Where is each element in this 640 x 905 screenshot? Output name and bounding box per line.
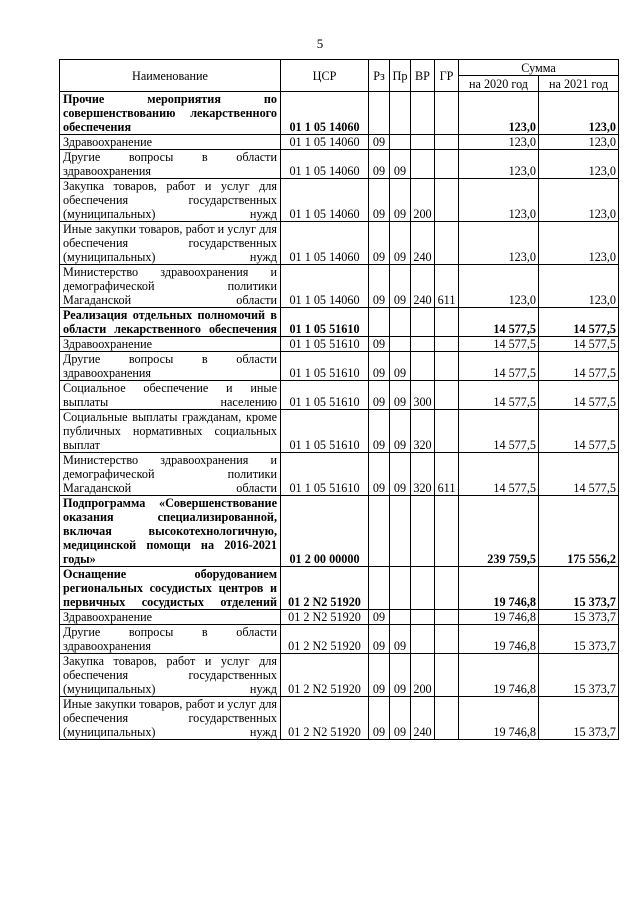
table-row: [60, 625, 619, 654]
row-gr: [435, 352, 459, 381]
row-rz: 09: [369, 625, 390, 654]
row-rz: 09: [369, 654, 390, 697]
row-sum-2020: 14 577,5: [459, 308, 539, 337]
row-name: Подпрограмма «Совершенствование оказания специализированной, включая высокотехнологичную, медицинской помощи на 2016-2021 годы»: [60, 496, 281, 567]
row-sum-2021: 123,0: [539, 222, 619, 265]
table-row: [60, 135, 619, 150]
row-csr: 01 2 N2 51920: [281, 654, 369, 697]
row-pr: 09: [390, 654, 411, 697]
row-gr: [435, 150, 459, 179]
row-sum-2021: 123,0: [539, 150, 619, 179]
row-vr: [411, 352, 435, 381]
row-pr: 09: [390, 179, 411, 222]
row-vr: 240: [411, 222, 435, 265]
row-sum-2021: 175 556,2: [539, 496, 619, 567]
table-row: [60, 265, 619, 308]
row-gr: [435, 567, 459, 610]
row-pr: [390, 308, 411, 337]
row-sum-2021: 123,0: [539, 135, 619, 150]
row-pr: 09: [390, 222, 411, 265]
row-csr: 01 2 N2 51920: [281, 610, 369, 625]
row-sum-2020: 19 746,8: [459, 567, 539, 610]
row-rz: 09: [369, 150, 390, 179]
row-rz: 09: [369, 453, 390, 496]
row-pr: 09: [390, 453, 411, 496]
row-pr: [390, 337, 411, 352]
row-csr: 01 1 05 51610: [281, 453, 369, 496]
row-name: Закупка товаров, работ и услуг для обеспечения государственных (муниципальных) нужд: [60, 654, 281, 697]
row-name: Министерство здравоохранения и демографической политики Магаданской области: [60, 265, 281, 308]
row-csr: 01 1 05 51610: [281, 352, 369, 381]
row-name: Другие вопросы в области здравоохранения: [60, 150, 281, 179]
row-csr: 01 1 05 51610: [281, 381, 369, 410]
row-sum-2021: 14 577,5: [539, 308, 619, 337]
row-gr: [435, 625, 459, 654]
row-csr: 01 1 05 51610: [281, 308, 369, 337]
row-rz: [369, 496, 390, 567]
row-rz: 09: [369, 135, 390, 150]
table-row: [60, 222, 619, 265]
row-rz: 09: [369, 179, 390, 222]
row-sum-2020: 19 746,8: [459, 610, 539, 625]
row-name: Социальные выплаты гражданам, кроме публичных нормативных социальных выплат: [60, 410, 281, 453]
row-vr: [411, 92, 435, 135]
row-rz: 09: [369, 610, 390, 625]
row-csr: 01 1 05 14060: [281, 265, 369, 308]
row-name: Здравоохранение: [60, 610, 281, 625]
row-gr: [435, 179, 459, 222]
row-pr: [390, 496, 411, 567]
table-row: [60, 410, 619, 453]
row-pr: 09: [390, 265, 411, 308]
row-sum-2021: 14 577,5: [539, 352, 619, 381]
row-name: Здравоохранение: [60, 337, 281, 352]
row-csr: 01 1 05 14060: [281, 222, 369, 265]
table-row: [60, 697, 619, 740]
row-gr: [435, 496, 459, 567]
row-gr: [435, 337, 459, 352]
row-csr: 01 1 05 51610: [281, 337, 369, 352]
row-pr: 09: [390, 381, 411, 410]
header-year-2020: на 2020 год: [459, 76, 539, 92]
row-gr: [435, 610, 459, 625]
row-csr: 01 2 00 00000: [281, 496, 369, 567]
row-sum-2020: 19 746,8: [459, 697, 539, 740]
row-sum-2021: 15 373,7: [539, 625, 619, 654]
row-gr: [435, 410, 459, 453]
row-gr: 611: [435, 265, 459, 308]
row-pr: 09: [390, 150, 411, 179]
row-rz: 09: [369, 222, 390, 265]
row-csr: 01 1 05 14060: [281, 179, 369, 222]
row-sum-2020: 14 577,5: [459, 352, 539, 381]
row-sum-2020: 14 577,5: [459, 453, 539, 496]
row-sum-2020: 14 577,5: [459, 337, 539, 352]
row-sum-2020: 123,0: [459, 135, 539, 150]
row-csr: 01 1 05 51610: [281, 410, 369, 453]
row-gr: [435, 92, 459, 135]
row-sum-2020: 14 577,5: [459, 410, 539, 453]
row-sum-2021: 15 373,7: [539, 654, 619, 697]
row-rz: [369, 567, 390, 610]
row-rz: 09: [369, 352, 390, 381]
row-name: Реализация отдельных полномочий в области лекарственного обеспечения: [60, 308, 281, 337]
page-number: 5: [316, 36, 324, 51]
row-vr: 200: [411, 654, 435, 697]
table-row: [60, 308, 619, 337]
header-pr: Пр: [390, 60, 411, 92]
row-sum-2021: 123,0: [539, 92, 619, 135]
row-gr: [435, 308, 459, 337]
row-sum-2020: 123,0: [459, 92, 539, 135]
row-name: Закупка товаров, работ и услуг для обеспечения государственных (муниципальных) нужд: [60, 179, 281, 222]
row-name: Иные закупки товаров, работ и услуг для обеспечения государственных (муниципальных) нужд: [60, 697, 281, 740]
row-rz: 09: [369, 337, 390, 352]
row-pr: [390, 92, 411, 135]
row-sum-2020: 123,0: [459, 150, 539, 179]
row-gr: [435, 135, 459, 150]
row-csr: 01 2 N2 51920: [281, 625, 369, 654]
row-csr: 01 2 N2 51920: [281, 567, 369, 610]
row-sum-2020: 123,0: [459, 179, 539, 222]
table-row: [60, 179, 619, 222]
row-csr: 01 1 05 14060: [281, 150, 369, 179]
row-name: Министерство здравоохранения и демографической политики Магаданской области: [60, 453, 281, 496]
row-rz: 09: [369, 381, 390, 410]
table-row: [60, 92, 619, 135]
row-name: Прочие мероприятия по совершенствованию лекарственного обеспечения: [60, 92, 281, 135]
row-sum-2020: 123,0: [459, 222, 539, 265]
row-vr: [411, 337, 435, 352]
row-name: Другие вопросы в области здравоохранения: [60, 352, 281, 381]
table-row: [60, 453, 619, 496]
row-vr: 320: [411, 453, 435, 496]
row-name: Социальное обеспечение и иные выплаты населению: [60, 381, 281, 410]
row-pr: 09: [390, 697, 411, 740]
header-gr: ГР: [435, 60, 459, 92]
row-name: Другие вопросы в области здравоохранения: [60, 625, 281, 654]
row-rz: [369, 308, 390, 337]
row-pr: 09: [390, 625, 411, 654]
row-vr: [411, 610, 435, 625]
row-sum-2020: 123,0: [459, 265, 539, 308]
table-row: [60, 610, 619, 625]
row-pr: 09: [390, 410, 411, 453]
row-rz: 09: [369, 265, 390, 308]
row-vr: [411, 308, 435, 337]
table-row: [60, 654, 619, 697]
row-name: Иные закупки товаров, работ и услуг для обеспечения государственных (муниципальных) нужд: [60, 222, 281, 265]
row-pr: [390, 135, 411, 150]
row-gr: 611: [435, 453, 459, 496]
row-sum-2021: 123,0: [539, 179, 619, 222]
row-csr: 01 1 05 14060: [281, 92, 369, 135]
row-vr: [411, 150, 435, 179]
row-sum-2021: 15 373,7: [539, 567, 619, 610]
row-name: Оснащение оборудованием региональных сосудистых центров и первичных сосудистых отделений: [60, 567, 281, 610]
table-row: [60, 567, 619, 610]
table-body: [60, 92, 619, 740]
table-row: [60, 150, 619, 179]
row-pr: [390, 610, 411, 625]
row-vr: 240: [411, 697, 435, 740]
table-row: [60, 381, 619, 410]
row-vr: [411, 496, 435, 567]
row-pr: 09: [390, 352, 411, 381]
row-sum-2021: 15 373,7: [539, 610, 619, 625]
row-gr: [435, 654, 459, 697]
row-name: Здравоохранение: [60, 135, 281, 150]
row-vr: 240: [411, 265, 435, 308]
row-csr: 01 2 N2 51920: [281, 697, 369, 740]
table-row: [60, 337, 619, 352]
row-vr: [411, 135, 435, 150]
row-sum-2021: 14 577,5: [539, 410, 619, 453]
row-vr: 320: [411, 410, 435, 453]
row-sum-2020: 19 746,8: [459, 654, 539, 697]
row-vr: [411, 625, 435, 654]
row-sum-2021: 123,0: [539, 265, 619, 308]
row-vr: [411, 567, 435, 610]
row-vr: 300: [411, 381, 435, 410]
row-vr: 200: [411, 179, 435, 222]
header-year-2021: на 2021 год: [539, 76, 619, 92]
row-rz: 09: [369, 697, 390, 740]
row-pr: [390, 567, 411, 610]
row-rz: 09: [369, 410, 390, 453]
row-rz: [369, 92, 390, 135]
header-vr: ВР: [411, 60, 435, 92]
row-sum-2021: 14 577,5: [539, 453, 619, 496]
header-name: Наименование: [60, 60, 281, 92]
row-sum-2020: 19 746,8: [459, 625, 539, 654]
header-rz: Рз: [369, 60, 390, 92]
row-sum-2021: 14 577,5: [539, 337, 619, 352]
row-sum-2021: 15 373,7: [539, 697, 619, 740]
header-sum: Сумма: [459, 60, 619, 76]
budget-table: [59, 59, 619, 740]
table-row: [60, 496, 619, 567]
row-sum-2020: 14 577,5: [459, 381, 539, 410]
table-row: [60, 352, 619, 381]
row-gr: [435, 697, 459, 740]
row-csr: 01 1 05 14060: [281, 135, 369, 150]
row-sum-2021: 14 577,5: [539, 381, 619, 410]
row-sum-2020: 239 759,5: [459, 496, 539, 567]
header-csr: ЦСР: [281, 60, 369, 92]
row-gr: [435, 381, 459, 410]
row-gr: [435, 222, 459, 265]
